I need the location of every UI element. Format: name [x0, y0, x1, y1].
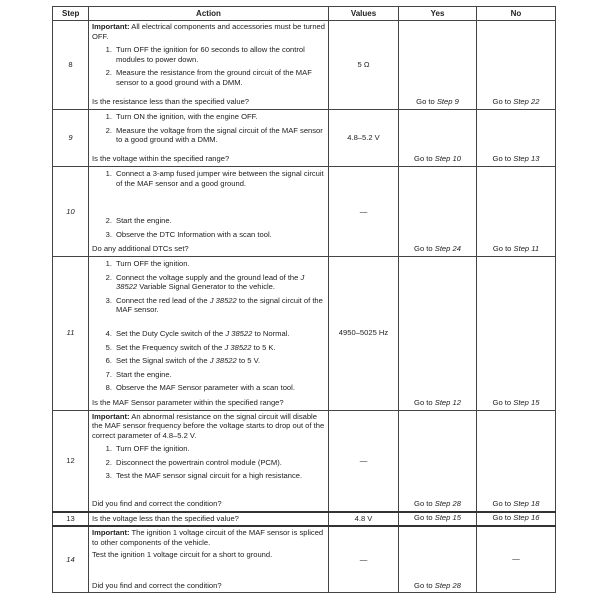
action-content [92, 258, 325, 408]
action-content [92, 412, 325, 509]
step-index: 2. [105, 216, 112, 226]
no-cell [477, 410, 556, 512]
table-row [53, 410, 556, 512]
action-cell [89, 526, 329, 593]
action-content [92, 22, 325, 107]
goto-no-link[interactable] [493, 499, 540, 508]
action-content [92, 111, 325, 164]
step-text [116, 356, 260, 366]
step-index: 8. [105, 383, 112, 393]
spec-value: 4950–5025 Hz [329, 256, 399, 410]
header-yes: Yes [399, 7, 477, 21]
goto-prefix: Go to [414, 580, 433, 590]
step-number: 10 [53, 167, 89, 257]
step-index: 7. [105, 369, 112, 379]
action-step [92, 329, 325, 339]
important-label: Important: [92, 528, 130, 538]
step-text [116, 216, 172, 226]
spec-value: 5 Ω [329, 21, 399, 110]
text-segment: Start the engine. [116, 369, 172, 379]
table-row [53, 512, 556, 527]
header-action: Action [89, 7, 329, 21]
important-note [92, 528, 325, 547]
text-segment: Connect the red lead of the [116, 295, 210, 305]
yes-cell [399, 21, 477, 110]
step-text [116, 68, 325, 87]
action-cell [89, 21, 329, 110]
goto-yes-link[interactable] [416, 97, 459, 106]
question: Do any additional DTCs set? [92, 244, 189, 254]
text-segment: Observe the MAF Sensor parameter with a scan tool. [116, 383, 295, 393]
goto-prefix: Go to [414, 154, 433, 164]
action-cell [89, 410, 329, 512]
tool-number: J 38522 [225, 328, 253, 338]
goto-step: Step 10 [434, 154, 461, 164]
text-segment: Start the engine. [116, 216, 172, 226]
action-cell [89, 256, 329, 410]
goto-prefix: Go to [492, 97, 512, 107]
step-text [116, 343, 276, 353]
text-segment: Set the Signal switch of the [116, 356, 210, 366]
step-text [116, 112, 258, 122]
table-row [53, 167, 556, 257]
goto-yes-link[interactable] [414, 513, 461, 522]
step-index: 5. [105, 342, 112, 352]
tool-number: J 38522 [209, 356, 237, 366]
spec-value: — [329, 526, 399, 593]
action-step [92, 458, 325, 468]
action-text: Test the ignition 1 voltage circuit for a short to ground. [92, 550, 273, 560]
goto-step: Step 28 [434, 498, 461, 508]
action-content [92, 528, 325, 590]
step-text [116, 296, 325, 315]
step-number: 11 [53, 256, 89, 410]
no-cell [477, 256, 556, 410]
question: Is the resistance less than the specified value? [92, 97, 250, 107]
action-step [92, 45, 325, 64]
goto-yes-link[interactable] [414, 581, 461, 590]
step-number: 12 [53, 410, 89, 512]
text-segment: Turn OFF the ignition. [116, 444, 190, 454]
text-segment: Observe the DTC Information with a scan tool. [116, 229, 272, 239]
goto-yes-link[interactable] [414, 398, 461, 407]
step-text [116, 370, 172, 380]
goto-step: Step 28 [434, 580, 461, 590]
goto-step: Step 15 [434, 513, 461, 522]
yes-cell [399, 256, 477, 410]
yes-cell [399, 167, 477, 257]
action-steps [92, 259, 325, 397]
goto-prefix: Go to [492, 244, 512, 254]
step-number: 9 [53, 110, 89, 167]
goto-prefix: Go to [492, 154, 512, 164]
goto-prefix: Go to [492, 498, 512, 508]
text-segment: Variable Signal Generator to the vehicle. [137, 282, 276, 292]
action-cell [89, 167, 329, 257]
table-row [53, 256, 556, 410]
no-cell [477, 512, 556, 527]
step-index: 3. [105, 471, 112, 481]
action-step [92, 471, 325, 481]
tool-number: J 38522 [116, 272, 305, 292]
action-steps [92, 169, 325, 243]
action-step [92, 343, 325, 353]
goto-step: Step 22 [513, 97, 540, 107]
goto-yes-link[interactable] [414, 154, 461, 163]
tool-number: J 38522 [224, 342, 252, 352]
goto-step: Step 18 [513, 498, 540, 508]
text-segment: to 5 K. [251, 342, 276, 352]
tool-number: J 38522 [209, 295, 237, 305]
step-number: 14 [53, 526, 89, 593]
goto-no-link[interactable] [493, 97, 540, 106]
goto-prefix: Go to [492, 397, 512, 407]
step-text [116, 458, 282, 468]
step-text [116, 169, 325, 188]
text-segment: to Normal. [252, 328, 290, 338]
text-segment: Disconnect the powertrain control module (PCM). [116, 457, 282, 467]
action-step [92, 68, 325, 87]
action-cell [89, 110, 329, 167]
goto-no-link[interactable] [493, 513, 540, 522]
action-step [92, 216, 325, 226]
step-text [116, 383, 295, 393]
action-steps [92, 45, 325, 91]
goto-step: Step 16 [513, 513, 540, 522]
question: Is the MAF Sensor parameter within the specified range? [92, 397, 284, 407]
step-index: 2. [105, 272, 112, 282]
action-content [92, 514, 325, 524]
text-segment: Set the Duty Cycle switch of the [116, 328, 226, 338]
step-index: 1. [105, 258, 112, 268]
goto-prefix: Go to [414, 244, 433, 254]
action-step [92, 444, 325, 454]
question: Did you find and correct the condition? [92, 498, 222, 508]
action-step [92, 356, 325, 366]
goto-prefix: Go to [414, 498, 433, 508]
step-text [116, 471, 302, 481]
goto-step: Step 12 [434, 397, 461, 407]
text-segment: Turn ON the ignition, with the engine OFF. [116, 112, 258, 121]
text-segment: Test the MAF sensor signal circuit for a high resistance. [116, 471, 303, 481]
header-values: Values [329, 7, 399, 21]
header-row [53, 7, 556, 21]
no-cell [477, 21, 556, 110]
goto-step: Step 9 [436, 97, 459, 107]
header-no: No [477, 7, 556, 21]
step-text [116, 126, 325, 145]
step-text [116, 230, 272, 240]
important-label: Important: [92, 22, 130, 31]
action-step [92, 273, 325, 292]
step-text [116, 45, 325, 64]
goto-step: Step 24 [434, 244, 461, 254]
action-steps [92, 444, 325, 485]
diagnostic-table [52, 6, 556, 593]
text-segment: Measure the voltage from the signal circuit of the MAF sensor to a good ground with a DMM. [116, 125, 323, 145]
important-label: Important: [92, 411, 130, 421]
step-text [116, 273, 325, 292]
important-note [92, 22, 325, 41]
action-step [92, 112, 325, 122]
step-text [116, 444, 190, 454]
goto-prefix: Go to [416, 97, 435, 107]
table-row [53, 21, 556, 110]
goto-step: Step 11 [513, 244, 540, 254]
action-steps [92, 112, 325, 149]
important-text: An abnormal resistance on the signal circuit will disable the MAF sensor frequency before the voltage starts to drop out of the correct parameter of 4.8–5.2 V. [92, 411, 325, 440]
step-index: 1. [105, 169, 112, 178]
spec-value: — [329, 410, 399, 512]
step-index: 1. [105, 112, 112, 121]
spec-value: 4.8–5.2 V [329, 110, 399, 167]
step-index: 2. [105, 125, 112, 135]
text-segment: Connect the voltage supply and the ground lead of the [116, 272, 301, 282]
header-step: Step [53, 7, 89, 21]
step-index: 3. [105, 295, 112, 305]
text-segment: to the signal circuit of the MAF sensor. [116, 295, 323, 315]
step-text [116, 259, 190, 269]
goto-step: Step 13 [513, 154, 540, 164]
action-step [92, 169, 325, 188]
text-segment: Turn OFF the ignition. [116, 258, 190, 268]
table-row [53, 526, 556, 593]
text-segment: Measure the resistance from the ground circuit of the MAF sensor to a good ground with a DMM. [116, 68, 312, 87]
step-index: 1. [105, 45, 112, 55]
step-index: 1. [105, 444, 112, 454]
action-cell [89, 512, 329, 527]
text-segment: Connect a 3-amp fused jumper wire between the signal circuit of the MAF sensor and a good ground. [116, 169, 324, 188]
question: Is the voltage less than the specified value? [92, 513, 239, 523]
step-index: 6. [105, 356, 112, 366]
step-index: 2. [105, 457, 112, 467]
goto-yes-link[interactable] [414, 499, 461, 508]
yes-cell [399, 110, 477, 167]
yes-cell [399, 410, 477, 512]
text-segment: Set the Frequency switch of the [116, 342, 225, 352]
goto-step: Step 15 [513, 397, 540, 407]
question: Did you find and correct the condition? [92, 580, 222, 590]
action-step [92, 383, 325, 393]
spec-value: 4.8 V [329, 512, 399, 527]
goto-no-link[interactable] [493, 398, 540, 407]
no-value-dash: — [512, 553, 520, 563]
step-index: 2. [105, 68, 112, 78]
yes-cell [399, 526, 477, 593]
step-number: 13 [53, 512, 89, 527]
goto-prefix: Go to [414, 513, 433, 522]
important-note [92, 412, 325, 441]
step-number: 8 [53, 21, 89, 110]
action-step [92, 126, 325, 145]
important-text: All electrical components and accessories must be turned OFF. [92, 22, 325, 41]
goto-prefix: Go to [414, 397, 433, 407]
important-text: The ignition 1 voltage circuit of the MAF sensor is spliced to other components of the vehicle. [92, 528, 324, 547]
action-content [92, 168, 325, 254]
step-index: 4. [105, 328, 112, 338]
goto-prefix: Go to [492, 513, 512, 522]
question: Is the voltage within the specified range? [92, 154, 230, 164]
goto-no-link[interactable] [493, 244, 539, 253]
goto-yes-link[interactable] [414, 244, 461, 253]
text-segment: Turn OFF the ignition for 60 seconds to allow the control modules to power down. [116, 45, 305, 64]
step-text [116, 329, 289, 339]
action-step [92, 259, 325, 269]
text-segment: to 5 V. [236, 356, 261, 366]
no-cell [477, 167, 556, 257]
action-step [92, 230, 325, 240]
no-cell [477, 526, 556, 593]
action-step [92, 370, 325, 380]
step-index: 3. [105, 229, 112, 239]
spec-value: — [329, 167, 399, 257]
goto-no-link[interactable] [493, 154, 540, 163]
no-cell [477, 110, 556, 167]
yes-cell [399, 512, 477, 527]
action-step [92, 296, 325, 315]
table-row [53, 110, 556, 167]
